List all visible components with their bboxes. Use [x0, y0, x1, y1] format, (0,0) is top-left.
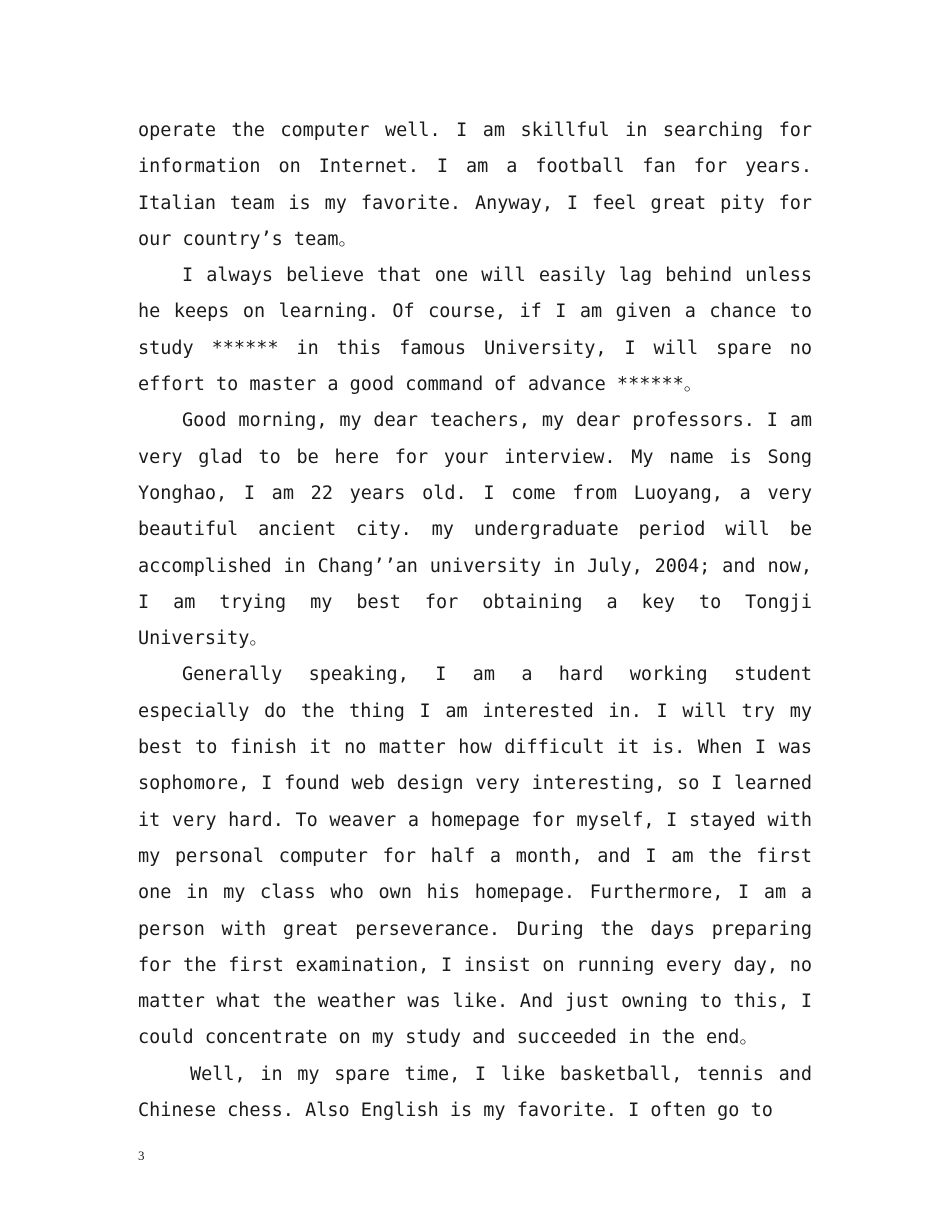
paragraph-2: I always believe that one will easily lag behind unless he keeps on learning. Of course, if I am given a chance to study ****** in this famous University, I will spare no effort to master a good command of advance ******。	[138, 265, 812, 396]
paragraph-3: Good morning, my dear teachers, my dear professors. I am very glad to be here for your interview. My name is Song Yonghao, I am 22 years old. I come from Luoyang, a very beautiful ancient city. my undergraduate period will be accomplished in Chang’’an university in July, 2004; and now, I am trying my best for obtaining a key to Tongji University。	[138, 410, 812, 650]
paragraph-4: Generally speaking, I am a hard working student especially do the thing I am interested in. I will try my best to finish it no matter how difficult it is. When I was sophomore, I found web design very interesting, so I learned it very hard. To weaver a homepage for myself, I stayed with my personal computer for half a month, and I am the first one in my class who own his homepage. Furthermore, I am a person with great perseverance. During the days preparing for the first examination, I insist on running every day, no matter what the weather was like. And just owning to this, I could concentrate on my study and succeeded in the end。	[138, 664, 812, 1049]
page-number: 3	[138, 1148, 145, 1163]
paragraph-5: Well, in my spare time, I like basketball, tennis and Chinese chess. Also English is my favorite. I often go to	[138, 1063, 812, 1122]
body-text	[138, 113, 812, 1129]
paragraph-1: operate the computer well. I am skillful in searching for information on Internet. I am a football fan for years. Italian team is my favorite. Anyway, I feel great pity for our country’s team。	[138, 120, 812, 250]
